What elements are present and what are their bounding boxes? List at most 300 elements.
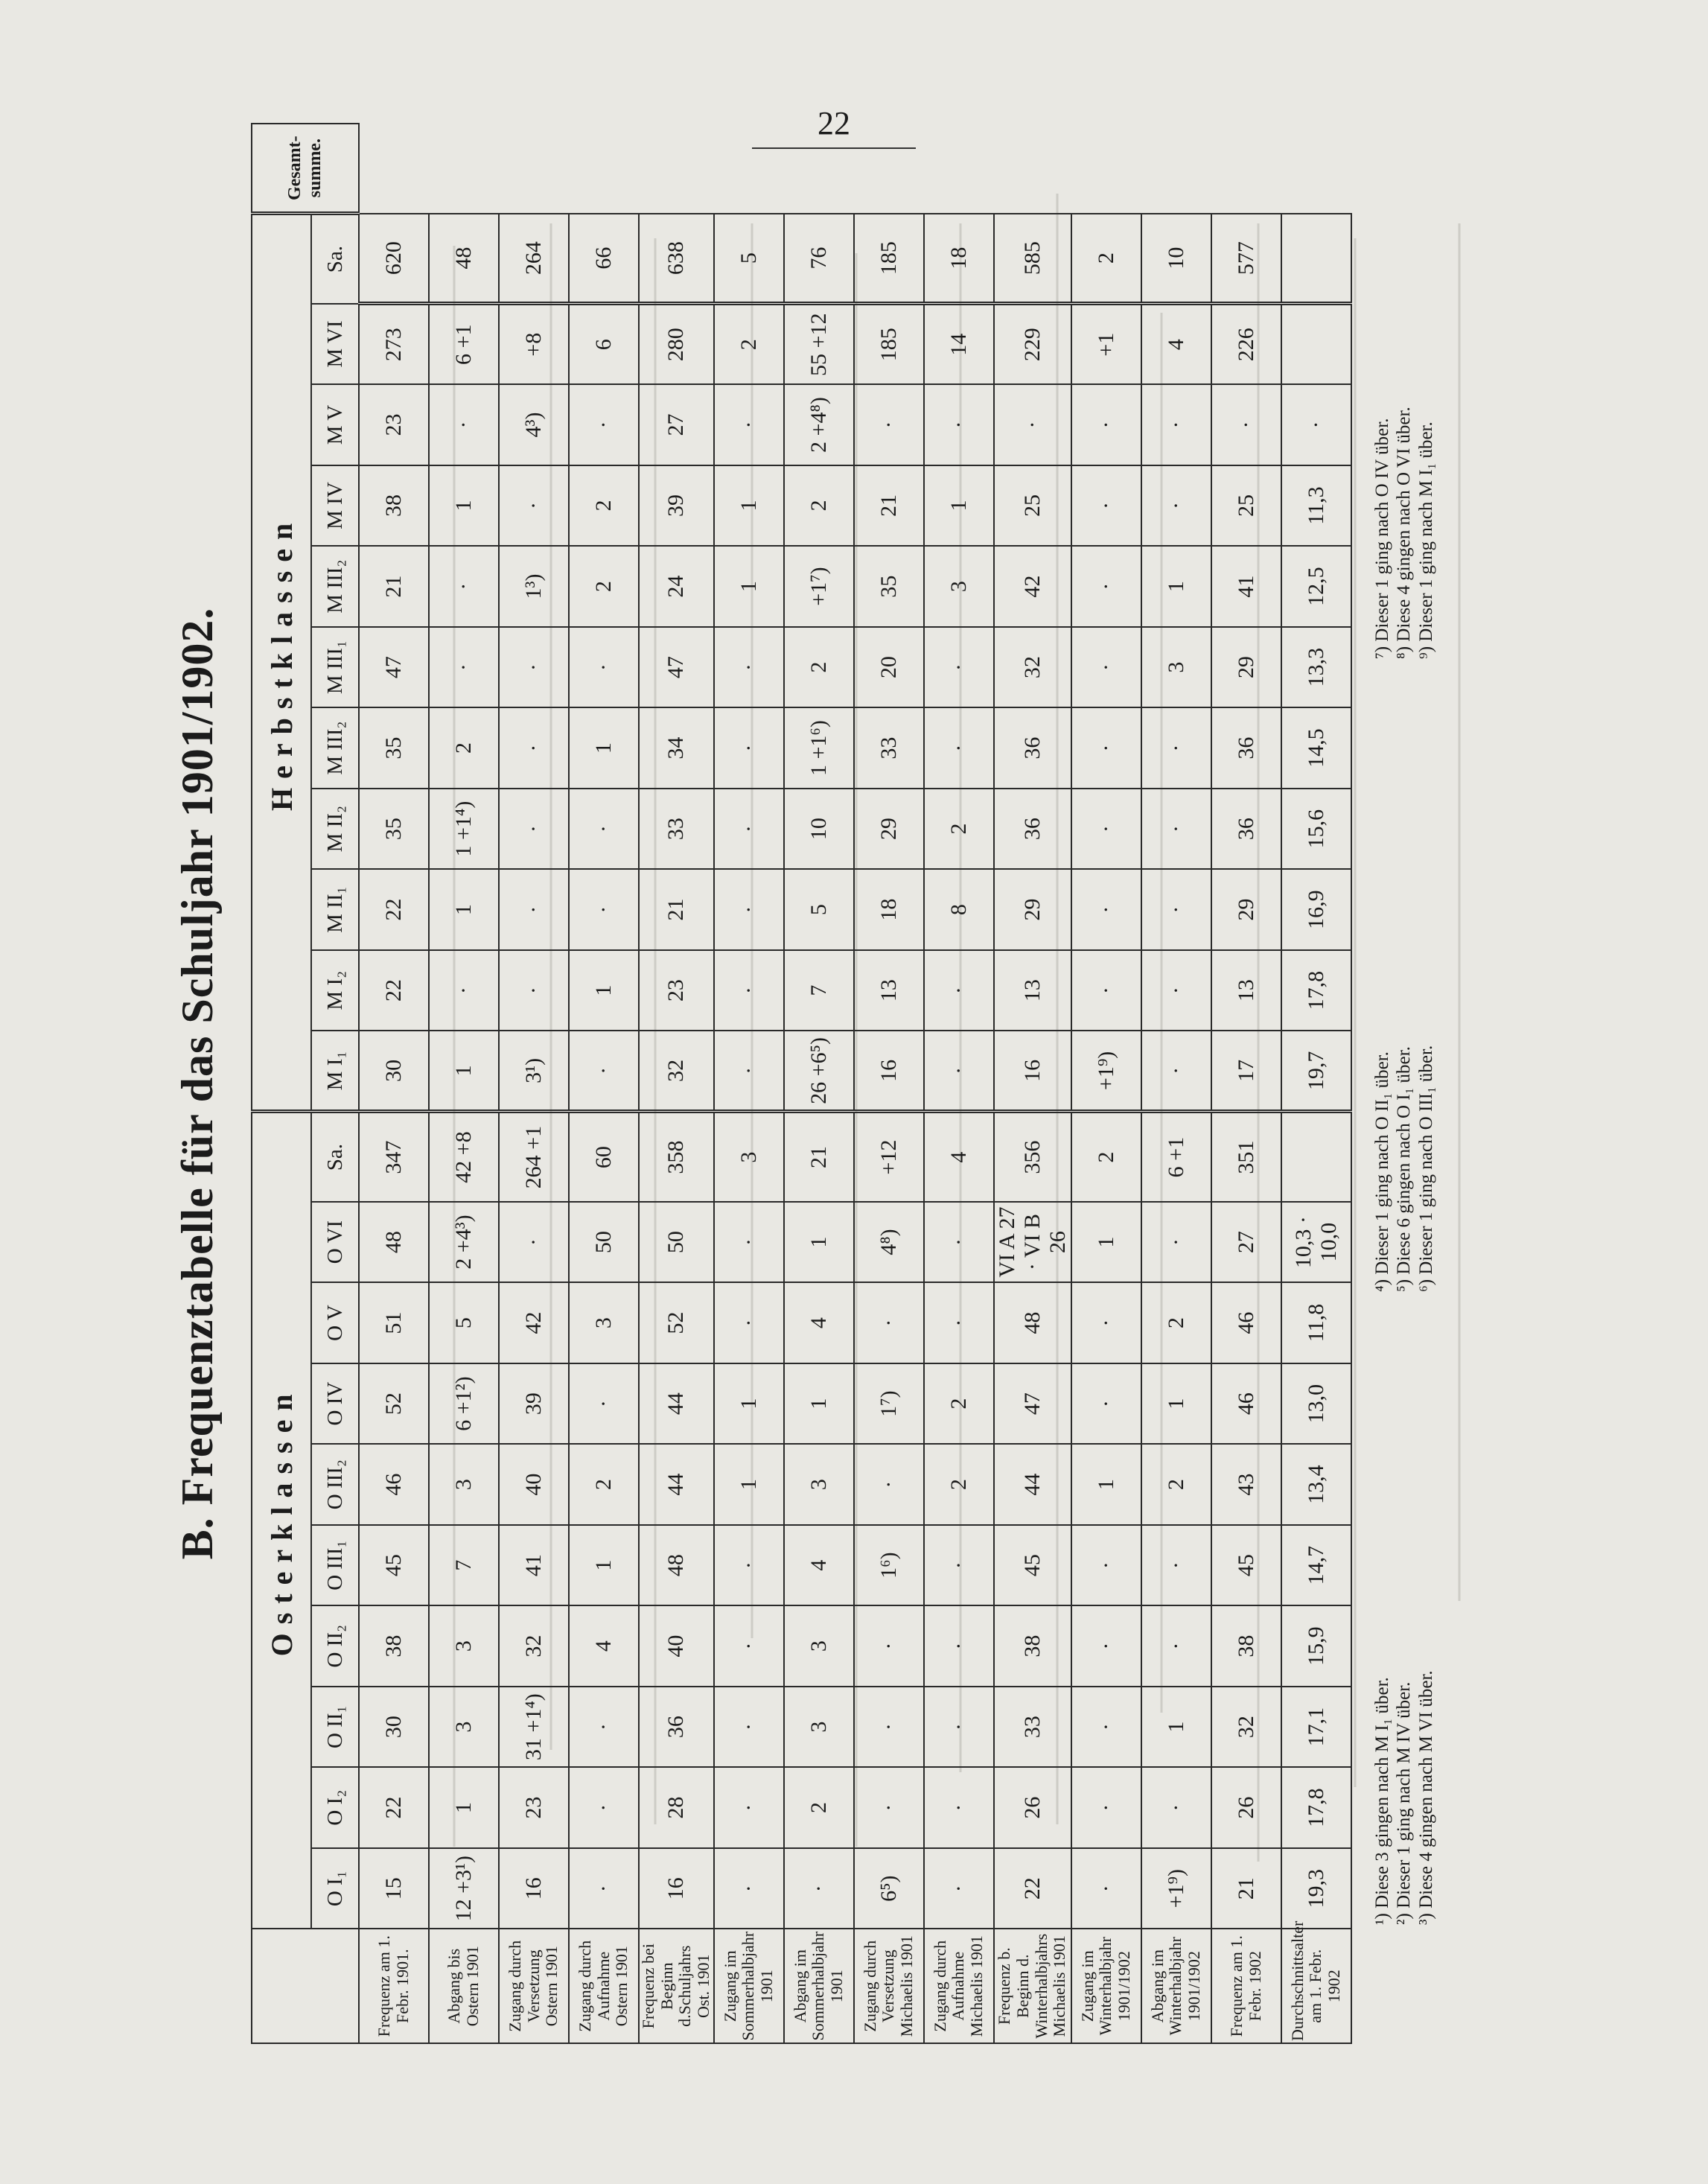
oster-class-header: O V: [311, 1282, 359, 1363]
herbst-cell: ·: [924, 950, 994, 1031]
row-label: Frequenz bei Beginn d.Schuljahrs Ost. 1901: [639, 1929, 714, 2043]
herbst-cell: 273: [359, 304, 429, 385]
oster-cell: 3: [569, 1282, 639, 1363]
herbst-cell: 36: [1211, 707, 1281, 789]
herbst-cell: 25: [994, 465, 1071, 547]
oster-cell: 50: [569, 1202, 639, 1283]
herbst-cell: +1: [1071, 304, 1141, 385]
herbst-cell: 32: [994, 627, 1071, 708]
table-row: [359, 124, 429, 2043]
footnote-column: [1371, 407, 1438, 659]
oster-class-header: O I₁: [311, 1848, 359, 1929]
oster-cell: ·: [1141, 1605, 1211, 1687]
herbst-class-header: M II₂: [311, 789, 359, 870]
herbst-cell: ·: [1211, 384, 1281, 465]
herbst-class-header: M VI: [311, 304, 359, 385]
oster-cell: 42 +8: [429, 1112, 499, 1202]
footnote-column: [1371, 1045, 1438, 1292]
herbst-cell: 2: [924, 789, 994, 870]
oster-cell: 3: [429, 1444, 499, 1525]
oster-cell: 12 +3¹): [429, 1848, 499, 1929]
oster-cell: 46: [1211, 1282, 1281, 1363]
herbst-cell: 4: [1141, 304, 1211, 385]
oster-cell: 2: [924, 1363, 994, 1445]
herbst-cell: 55 +12: [784, 304, 854, 385]
gesamt-cell: 18: [924, 214, 994, 304]
oster-class-header: Sa.: [311, 1112, 359, 1202]
oster-cell: ·: [714, 1687, 784, 1768]
table-title: B. Frequenztabelle für das Schuljahr 1901/1902.: [173, 607, 222, 1560]
herbst-cell: 32: [639, 1031, 714, 1112]
herbst-cell: ·: [714, 869, 784, 950]
herbst-cell: ·: [924, 627, 994, 708]
herbst-cell: 23: [639, 950, 714, 1031]
row-label-header: [252, 1929, 359, 2043]
oster-cell: VI A 27 · VI B 26: [994, 1202, 1071, 1283]
oster-cell: 1: [429, 1767, 499, 1848]
herbst-cell: ·: [499, 789, 569, 870]
oster-cell: 27: [1211, 1202, 1281, 1283]
herbst-cell: ·: [1141, 1031, 1211, 1112]
oster-cell: ·: [924, 1202, 994, 1283]
row-label: Frequenz am 1. Febr. 1902: [1211, 1929, 1281, 2043]
herbst-cell: ·: [1071, 707, 1141, 789]
oster-cell: 36: [639, 1687, 714, 1768]
herbst-cell: 20: [854, 627, 924, 708]
herbst-cell: ·: [499, 465, 569, 547]
footnote: ¹) Diese 3 gingen nach M I₁ über.: [1371, 1677, 1392, 1925]
oster-cell: 30: [359, 1687, 429, 1768]
herbst-cell: ·: [924, 1031, 994, 1112]
oster-cell: 356: [994, 1112, 1071, 1202]
herbst-class-header: M III₂: [311, 546, 359, 627]
oster-cell: 48: [639, 1525, 714, 1606]
herbst-cell: ·: [569, 384, 639, 465]
herbst-cell: 1 +1⁶): [784, 707, 854, 789]
herbst-cell: ·: [569, 1031, 639, 1112]
oster-cell: ·: [924, 1848, 994, 1929]
herbst-cell: 1³): [499, 546, 569, 627]
herbst-cell: 17: [1211, 1031, 1281, 1112]
oster-cell: 1: [714, 1444, 784, 1525]
oster-cell: ·: [714, 1605, 784, 1687]
herbst-cell: 14,5: [1281, 707, 1351, 789]
oster-cell: ·: [784, 1848, 854, 1929]
herbst-cell: 35: [359, 789, 429, 870]
herbst-cell: 18: [854, 869, 924, 950]
herbst-cell: 3: [924, 546, 994, 627]
herbst-cell: 8: [924, 869, 994, 950]
herbst-cell: 26 +6⁵): [784, 1031, 854, 1112]
oster-cell: ·: [714, 1848, 784, 1929]
row-label: Frequenz b. Beginn d. Winterhalbjahrs Michaelis 1901: [994, 1929, 1071, 2043]
oster-class-header: O III₁: [311, 1525, 359, 1606]
oster-cell: ·: [1071, 1282, 1141, 1363]
footnote: ⁸) Diese 4 gingen nach O VI über.: [1394, 407, 1414, 659]
herbst-cell: ·: [1071, 384, 1141, 465]
oster-cell: 1: [784, 1363, 854, 1445]
herbst-cell: ·: [1071, 627, 1141, 708]
oster-cell: 52: [639, 1282, 714, 1363]
table-row: [499, 124, 569, 2043]
oster-cell: ·: [1071, 1687, 1141, 1768]
herbst-cell: 13: [994, 950, 1071, 1031]
herbst-cell: ·: [714, 707, 784, 789]
oster-cell: 44: [639, 1363, 714, 1445]
table-row: [994, 124, 1071, 2043]
oster-cell: +12: [854, 1112, 924, 1202]
oster-cell: 3: [429, 1605, 499, 1687]
herbst-cell: ·: [924, 384, 994, 465]
oster-cell: 358: [639, 1112, 714, 1202]
oster-cell: 4⁸): [854, 1202, 924, 1283]
herbst-cell: 1: [714, 546, 784, 627]
oster-class-header: O II₁: [311, 1687, 359, 1768]
herbst-cell: 13: [1211, 950, 1281, 1031]
oster-cell: 40: [499, 1444, 569, 1525]
oster-cell: ·: [569, 1363, 639, 1445]
oster-cell: 2: [1141, 1282, 1211, 1363]
oster-cell: 1: [1141, 1687, 1211, 1768]
oster-cell: 14,7: [1281, 1525, 1351, 1606]
oster-cell: 46: [359, 1444, 429, 1525]
footnote: ⁵) Diese 6 gingen nach O I₁ über.: [1394, 1046, 1414, 1292]
oster-cell: [1281, 1112, 1351, 1202]
herbst-cell: ·: [714, 627, 784, 708]
oster-cell: 2: [569, 1444, 639, 1525]
oster-cell: ·: [499, 1202, 569, 1283]
gesamt-cell: 185: [854, 214, 924, 304]
herbst-cell: 29: [994, 869, 1071, 950]
oster-cell: 16: [639, 1848, 714, 1929]
herbst-class-header: M IV: [311, 465, 359, 547]
herbst-class-header: M V: [311, 384, 359, 465]
herbst-cell: ·: [429, 384, 499, 465]
oster-cell: 26: [994, 1767, 1071, 1848]
herbst-cell: 7: [784, 950, 854, 1031]
herbst-cell: ·: [1141, 465, 1211, 547]
oster-cell: 13,0: [1281, 1363, 1351, 1445]
gesamt-cell: [1281, 214, 1351, 304]
footnote: ³) Diese 4 gingen nach M VI über.: [1415, 1670, 1436, 1925]
herbst-cell: 5: [784, 869, 854, 950]
herbst-cell: ·: [499, 627, 569, 708]
herbst-cell: ·: [924, 707, 994, 789]
herbst-cell: ·: [714, 384, 784, 465]
oster-cell: 45: [359, 1525, 429, 1606]
gesamt-cell: 76: [784, 214, 854, 304]
herbst-cell: 6 +1: [429, 304, 499, 385]
oster-cell: 42: [499, 1282, 569, 1363]
herbst-cell: ·: [1071, 465, 1141, 547]
row-label: Abgang bis Ostern 1901: [429, 1929, 499, 2043]
gesamt-cell: 620: [359, 214, 429, 304]
herbst-cell: ·: [1141, 707, 1211, 789]
oster-cell: ·: [924, 1282, 994, 1363]
oster-cell: 22: [359, 1767, 429, 1848]
oster-cell: 347: [359, 1112, 429, 1202]
osterklassen-header: Osterklassen: [252, 1112, 311, 1929]
herbst-cell: 35: [854, 546, 924, 627]
oster-cell: 33: [994, 1687, 1071, 1768]
herbst-cell: 29: [1211, 627, 1281, 708]
herbst-cell: 2: [429, 707, 499, 789]
herbst-cell: 1: [429, 869, 499, 950]
herbst-cell: 16: [994, 1031, 1071, 1112]
herbst-cell: ·: [854, 384, 924, 465]
herbst-cell: ·: [499, 869, 569, 950]
oster-cell: 1⁷): [854, 1363, 924, 1445]
herbst-cell: ·: [1141, 869, 1211, 950]
herbst-cell: 2: [569, 546, 639, 627]
herbst-cell: 4³): [499, 384, 569, 465]
herbst-cell: 33: [854, 707, 924, 789]
herbst-cell: 1: [924, 465, 994, 547]
oster-cell: 32: [1211, 1687, 1281, 1768]
herbst-cell: ·: [499, 950, 569, 1031]
oster-cell: 60: [569, 1112, 639, 1202]
table-row: [784, 124, 854, 2043]
oster-cell: 1: [569, 1525, 639, 1606]
footnote: ⁶) Dieser 1 ging nach O III₁ über.: [1415, 1045, 1436, 1292]
gesamt-cell: 585: [994, 214, 1071, 304]
herbst-cell: 24: [639, 546, 714, 627]
footnote: ²) Dieser 1 ging nach M IV über.: [1394, 1681, 1414, 1925]
oster-cell: 1⁶): [854, 1525, 924, 1606]
herbst-cell: 21: [854, 465, 924, 547]
herbst-cell: +1⁹): [1071, 1031, 1141, 1112]
oster-cell: 44: [994, 1444, 1071, 1525]
herbst-cell: 1: [429, 465, 499, 547]
oster-cell: ·: [854, 1605, 924, 1687]
footnote-column: [1371, 1670, 1438, 1925]
oster-cell: 21: [784, 1112, 854, 1202]
herbst-cell: 21: [639, 869, 714, 950]
herbst-cell: ·: [569, 789, 639, 870]
herbst-cell: [1281, 304, 1351, 385]
oster-class-header: O IV: [311, 1363, 359, 1445]
row-label: Zugang durch Versetzung Ostern 1901: [499, 1929, 569, 2043]
herbst-cell: 1: [429, 1031, 499, 1112]
herbst-cell: 36: [994, 707, 1071, 789]
herbst-cell: 27: [639, 384, 714, 465]
oster-class-header: O VI: [311, 1202, 359, 1283]
oster-cell: 40: [639, 1605, 714, 1687]
oster-cell: 1: [714, 1363, 784, 1445]
oster-cell: 44: [639, 1444, 714, 1525]
herbst-cell: ·: [429, 546, 499, 627]
herbst-cell: 25: [1211, 465, 1281, 547]
oster-cell: 1: [1071, 1444, 1141, 1525]
gesamt-cell: 10: [1141, 214, 1211, 304]
herbst-cell: 39: [639, 465, 714, 547]
herbst-cell: 280: [639, 304, 714, 385]
gesamt-cell: 48: [429, 214, 499, 304]
oster-cell: 1: [784, 1202, 854, 1283]
oster-cell: 22: [994, 1848, 1071, 1929]
oster-cell: ·: [569, 1767, 639, 1848]
herbst-cell: 1 +1⁴): [429, 789, 499, 870]
herbst-cell: 3¹): [499, 1031, 569, 1112]
oster-cell: 48: [359, 1202, 429, 1283]
oster-cell: 351: [1211, 1112, 1281, 1202]
herbst-cell: ·: [1071, 789, 1141, 870]
oster-cell: ·: [1141, 1525, 1211, 1606]
oster-cell: ·: [569, 1687, 639, 1768]
oster-cell: 5: [429, 1282, 499, 1363]
table-row: [854, 124, 924, 2043]
herbst-cell: ·: [994, 384, 1071, 465]
oster-cell: 6 +1: [1141, 1112, 1211, 1202]
herbst-cell: 1: [569, 950, 639, 1031]
gesamt-cell: 66: [569, 214, 639, 304]
oster-cell: 32: [499, 1605, 569, 1687]
page-number: 22: [818, 105, 850, 141]
oster-cell: ·: [1141, 1767, 1211, 1848]
oster-cell: 38: [359, 1605, 429, 1687]
oster-cell: 3: [784, 1444, 854, 1525]
herbst-cell: 19,7: [1281, 1031, 1351, 1112]
herbst-cell: +8: [499, 304, 569, 385]
gesamt-cell: 264: [499, 214, 569, 304]
oster-cell: 2: [1141, 1444, 1211, 1525]
herbst-cell: 1: [1141, 546, 1211, 627]
oster-cell: 23: [499, 1767, 569, 1848]
herbst-cell: ·: [1071, 546, 1141, 627]
frequency-table-body: [359, 124, 1351, 2043]
oster-cell: ·: [714, 1525, 784, 1606]
gesamt-cell: 638: [639, 214, 714, 304]
oster-cell: 45: [1211, 1525, 1281, 1606]
oster-cell: 31 +1⁴): [499, 1687, 569, 1768]
herbst-cell: 41: [1211, 546, 1281, 627]
herbst-cell: 47: [639, 627, 714, 708]
oster-cell: 3: [784, 1687, 854, 1768]
herbst-cell: ·: [1281, 384, 1351, 465]
footnote: ⁴) Dieser 1 ging nach O II₁ über.: [1371, 1051, 1392, 1292]
herbst-cell: ·: [1071, 950, 1141, 1031]
table-row: [924, 124, 994, 2043]
oster-cell: 2: [1071, 1112, 1141, 1202]
oster-cell: 13,4: [1281, 1444, 1351, 1525]
oster-cell: 2 +4³): [429, 1202, 499, 1283]
oster-cell: 4: [784, 1525, 854, 1606]
oster-class-header: O I₂: [311, 1767, 359, 1848]
herbst-cell: 2: [714, 304, 784, 385]
herbst-cell: 10: [784, 789, 854, 870]
oster-cell: 6 +1²): [429, 1363, 499, 1445]
group-header-row: [252, 124, 311, 2043]
herbst-cell: 185: [854, 304, 924, 385]
oster-cell: ·: [854, 1444, 924, 1525]
herbst-cell: ·: [714, 950, 784, 1031]
herbst-cell: ·: [714, 789, 784, 870]
oster-cell: ·: [854, 1282, 924, 1363]
herbst-cell: 226: [1211, 304, 1281, 385]
oster-cell: 45: [994, 1525, 1071, 1606]
table-row: [1281, 124, 1351, 2043]
oster-cell: 3: [429, 1687, 499, 1768]
oster-cell: 4: [924, 1112, 994, 1202]
oster-cell: ·: [1141, 1202, 1211, 1283]
oster-cell: 264 +1: [499, 1112, 569, 1202]
oster-cell: ·: [1071, 1525, 1141, 1606]
oster-class-header: O III₂: [311, 1444, 359, 1525]
oster-cell: 52: [359, 1363, 429, 1445]
herbst-cell: 34: [639, 707, 714, 789]
gesamtsumme-header: Gesamt-summe.: [252, 124, 359, 214]
herbst-cell: ·: [429, 627, 499, 708]
oster-cell: 46: [1211, 1363, 1281, 1445]
oster-cell: 21: [1211, 1848, 1281, 1929]
herbst-cell: 13: [854, 950, 924, 1031]
row-label: Abgang im Sommerhalbjahr 1901: [784, 1929, 854, 2043]
herbst-cell: 3: [1141, 627, 1211, 708]
oster-cell: 17,8: [1281, 1767, 1351, 1848]
herbst-cell: 29: [1211, 869, 1281, 950]
oster-cell: 1: [1071, 1202, 1141, 1283]
herbst-cell: ·: [714, 1031, 784, 1112]
oster-cell: 16: [499, 1848, 569, 1929]
oster-cell: 3: [784, 1605, 854, 1687]
oster-cell: 38: [994, 1605, 1071, 1687]
oster-cell: 19,3: [1281, 1848, 1351, 1929]
herbst-class-header: M I₁: [311, 1031, 359, 1112]
herbst-cell: 33: [639, 789, 714, 870]
herbst-cell: 229: [994, 304, 1071, 385]
oster-cell: ·: [714, 1767, 784, 1848]
herbst-class-header: M III₁: [311, 627, 359, 708]
herbst-cell: 16: [854, 1031, 924, 1112]
herbst-cell: 36: [994, 789, 1071, 870]
table-row: [1211, 124, 1281, 2043]
gesamt-cell: 577: [1211, 214, 1281, 304]
frequency-table: [251, 123, 1352, 2044]
gesamt-cell: 5: [714, 214, 784, 304]
herbst-cell: 1: [569, 707, 639, 789]
herbst-cell: 14: [924, 304, 994, 385]
herbst-cell: ·: [499, 707, 569, 789]
oster-cell: ·: [569, 1848, 639, 1929]
oster-cell: 3: [714, 1112, 784, 1202]
footnote: ⁹) Dieser 1 ging nach M I₁ über.: [1415, 421, 1436, 659]
herbst-cell: ·: [1071, 869, 1141, 950]
oster-cell: ·: [1071, 1363, 1141, 1445]
row-label: Zugang durch Aufnahme Ostern 1901: [569, 1929, 639, 2043]
footnote: ⁷) Dieser 1 ging nach O IV über.: [1371, 418, 1392, 659]
oster-cell: 15: [359, 1848, 429, 1929]
oster-cell: 2: [784, 1767, 854, 1848]
herbst-cell: 21: [359, 546, 429, 627]
herbst-cell: +1⁷): [784, 546, 854, 627]
table-row: [429, 124, 499, 2043]
oster-cell: 1: [1141, 1363, 1211, 1445]
herbst-cell: ·: [1141, 789, 1211, 870]
herbst-cell: 16,9: [1281, 869, 1351, 950]
oster-cell: 6⁵): [854, 1848, 924, 1929]
herbst-cell: 12,5: [1281, 546, 1351, 627]
herbst-cell: 22: [359, 869, 429, 950]
herbst-cell: ·: [1141, 384, 1211, 465]
herbst-cell: 15,6: [1281, 789, 1351, 870]
oster-cell: 47: [994, 1363, 1071, 1445]
oster-cell: ·: [854, 1687, 924, 1768]
herbst-cell: 11,3: [1281, 465, 1351, 547]
herbst-cell: ·: [1141, 950, 1211, 1031]
herbst-cell: 22: [359, 950, 429, 1031]
herbst-cell: 1: [714, 465, 784, 547]
gesamt-cell: 2: [1071, 214, 1141, 304]
